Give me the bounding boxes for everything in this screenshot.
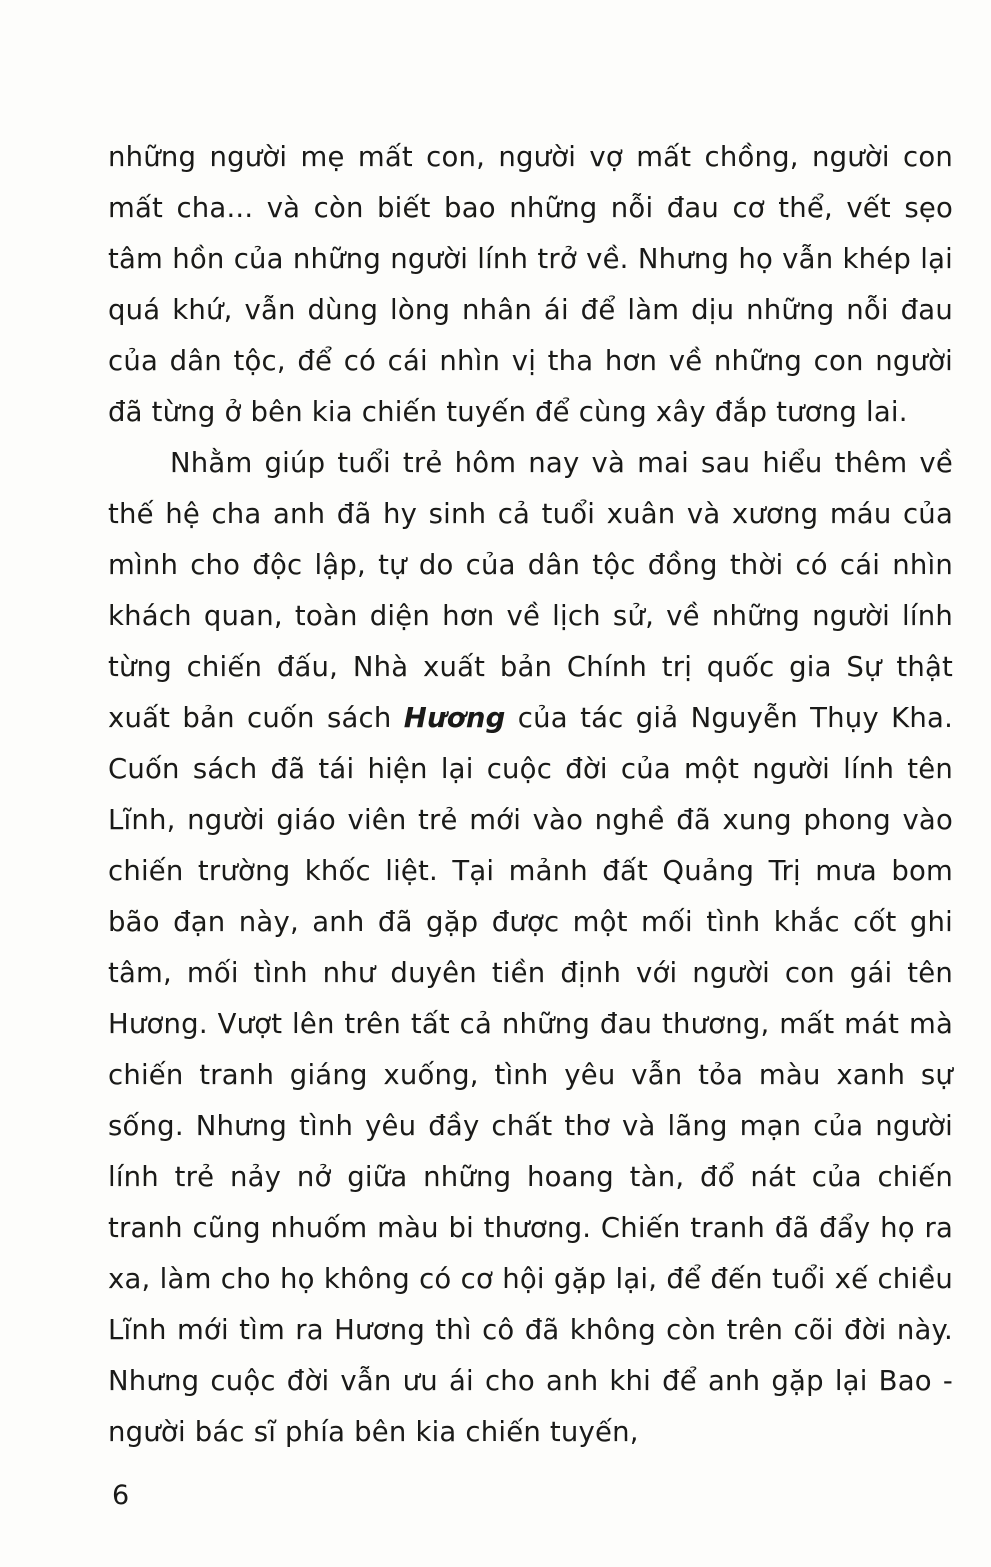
paragraph-2: Nhằm giúp tuổi trẻ hôm nay và mai sau hiểu thêm về thế hệ cha anh đã hy sinh cả tuổi xuân và xương máu của mình cho độc lập, tự do của dân tộc đồng thời có cái nhìn khách quan, toàn diện hơn về lịch sử, về những người lính từng chiến đấu, Nhà xuất bản Chính trị quốc gia Sự thật xuất bản cuốn sách Hương của tác giả Nguyễn Thụy Kha. Cuốn sách đã tái hiện lại cuộc đời của một người lính tên Lĩnh, người giáo viên trẻ mới vào nghề đã xung phong vào chiến trường khốc liệt. Tại mảnh đất Quảng Trị mưa bom bão đạn này, anh đã gặp được một mối tình khắc cốt ghi tâm, mối tình như duyên tiền định với người con gái tên Hương. Vượt lên trên tất cả những đau thương, mất mát mà chiến tranh giáng xuống, tình yêu vẫn tỏa màu xanh sự sống. Nhưng tình yêu đầy chất thơ và lãng mạn của người lính trẻ nảy nở giữa những hoang tàn, đổ nát của chiến tranh cũng nhuốm màu bi thương. Chiến tranh đã đẩy họ ra xa, làm cho họ không có cơ hội gặp lại, để đến tuổi xế chiều Lĩnh mới tìm ra Hương thì cô đã không còn trên cõi đời này. Nhưng cuộc đời vẫn ưu ái cho anh khi để anh gặp lại Bao - người bác sĩ phía bên kia chiến tuyến, (108, 447, 954, 1448)
page-number: 6 (112, 1480, 130, 1511)
paragraph-1: những người mẹ mất con, người vợ mất chồng, người con mất cha... và còn biết bao những nỗi đau cơ thể, vết sẹo tâm hồn của những người lính trở về. Nhưng họ vẫn khép lại quá khứ, vẫn dùng lòng nhân ái để làm dịu những nỗi đau của dân tộc, để có cái nhìn vị tha hơn về những con người đã từng ở bên kia chiến tuyến để cùng xây đắp tương lai. (108, 141, 953, 428)
body-text-column (108, 132, 953, 1458)
book-title-emphasis: Hương (403, 702, 506, 734)
